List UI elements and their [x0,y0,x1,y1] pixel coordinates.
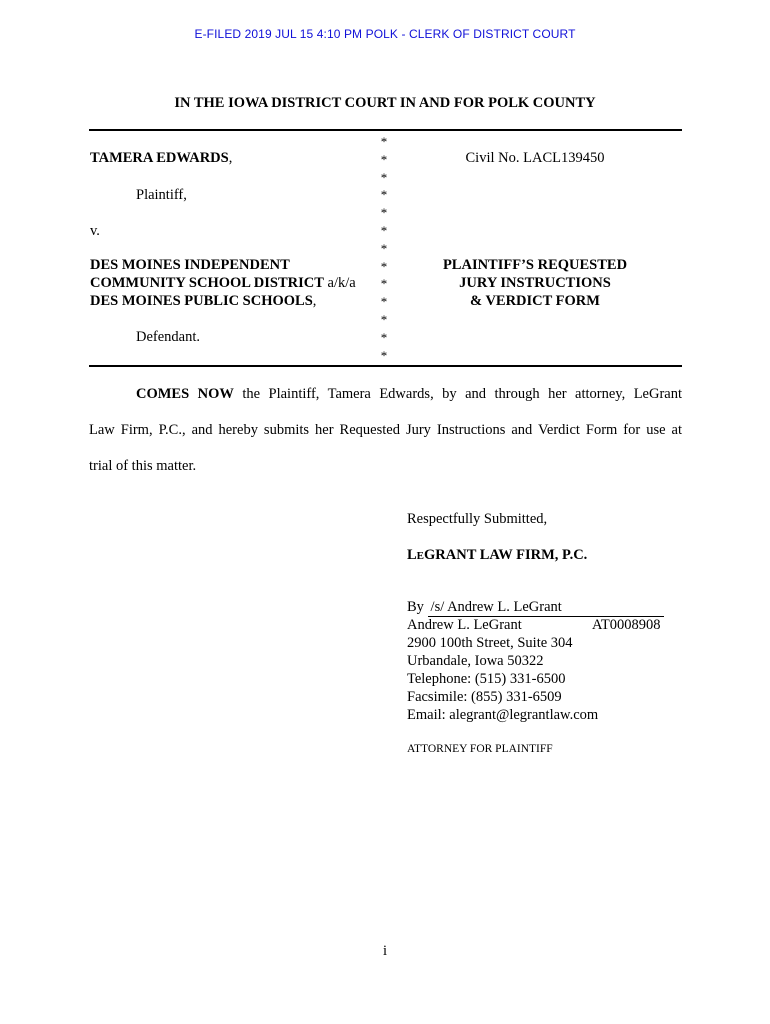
email: Email: alegrant@legrantlaw.com [407,707,599,723]
versus: v. [90,223,100,239]
document-title-line-3: & VERDICT FORM [470,293,600,309]
plaintiff-name [90,150,232,167]
caption-star: * [380,311,388,327]
caption-star-column [377,133,391,364]
address-line-2: Urbandale, Iowa 50322 [407,653,544,669]
body-line-1-text: the Plaintiff, Tamera Edwards, by and through her attorney, LeGrant [233,386,683,402]
telephone: Telephone: (515) 331-6500 [407,671,566,687]
caption-top-rule [89,129,682,131]
attorney-for-plaintiff: ATTORNEY FOR PLAINTIFF [407,743,553,755]
firm-name-l: L [407,547,417,563]
firm-name [407,547,587,564]
defendant-line-3-rest: , [312,293,317,309]
defendant-role: Defendant. [136,329,201,345]
signature-line [407,599,664,617]
firm-name-rest: GRANT LAW FIRM, P.C. [424,547,588,563]
caption-star: * [380,169,388,185]
by-label: By [407,599,424,615]
caption-bottom-rule [89,365,682,367]
defendant-line-1: DES MOINES INDEPENDENT [90,257,290,273]
caption-star: * [380,205,388,221]
civil-number: Civil No. LACL139450 [465,150,605,166]
defendant-line-2 [90,275,356,292]
caption-star: * [380,258,388,274]
body-line-3: trial of this matter. [89,458,197,474]
efile-stamp: E-FILED 2019 JUL 15 4:10 PM POLK - CLERK OF DISTRICT COURT [194,27,576,41]
firm-name-e: E [416,550,425,562]
document-title-line-1: PLAINTIFF’S REQUESTED [442,257,628,273]
caption-star: * [380,347,388,363]
plaintiff-name-comma: , [228,150,233,166]
document-title-line-2: JURY INSTRUCTIONS [459,275,611,291]
caption-star: * [380,222,388,238]
page-number: i [382,943,388,959]
comes-now: COMES NOW [136,386,234,402]
facsimile: Facsimile: (855) 331-6509 [407,689,562,705]
caption-star: * [380,187,388,203]
body-line-2: Law Firm, P.C., and hereby submits her Requested Jury Instructions and Verdict Form for use at [89,422,682,438]
caption-star: * [380,294,388,310]
address-line-1: 2900 100th Street, Suite 304 [407,635,573,651]
court-title: IN THE IOWA DISTRICT COURT IN AND FOR POLK COUNTY [174,95,596,111]
attorney-name: Andrew L. LeGrant [407,617,522,633]
plaintiff-name-text: TAMERA EDWARDS [90,150,229,166]
caption-star: * [380,329,388,345]
defendant-line-3 [90,293,316,310]
defendant-line-3-bold: DES MOINES PUBLIC SCHOOLS [90,293,313,309]
respectfully-submitted: Respectfully Submitted, [407,511,548,527]
defendant-line-2-rest: a/k/a [323,275,356,291]
caption-star: * [380,240,388,256]
plaintiff-role: Plaintiff, [136,187,187,203]
electronic-signature: /s/ Andrew L. LeGrant [430,599,562,615]
defendant-line-2-bold: COMMUNITY SCHOOL DISTRICT [90,275,324,291]
body-line-1 [89,386,682,403]
caption-star: * [380,134,388,149]
bar-number: AT0008908 [592,617,661,633]
caption-star: * [380,151,388,167]
signature-underline [428,599,664,617]
caption-star: * [380,276,388,292]
